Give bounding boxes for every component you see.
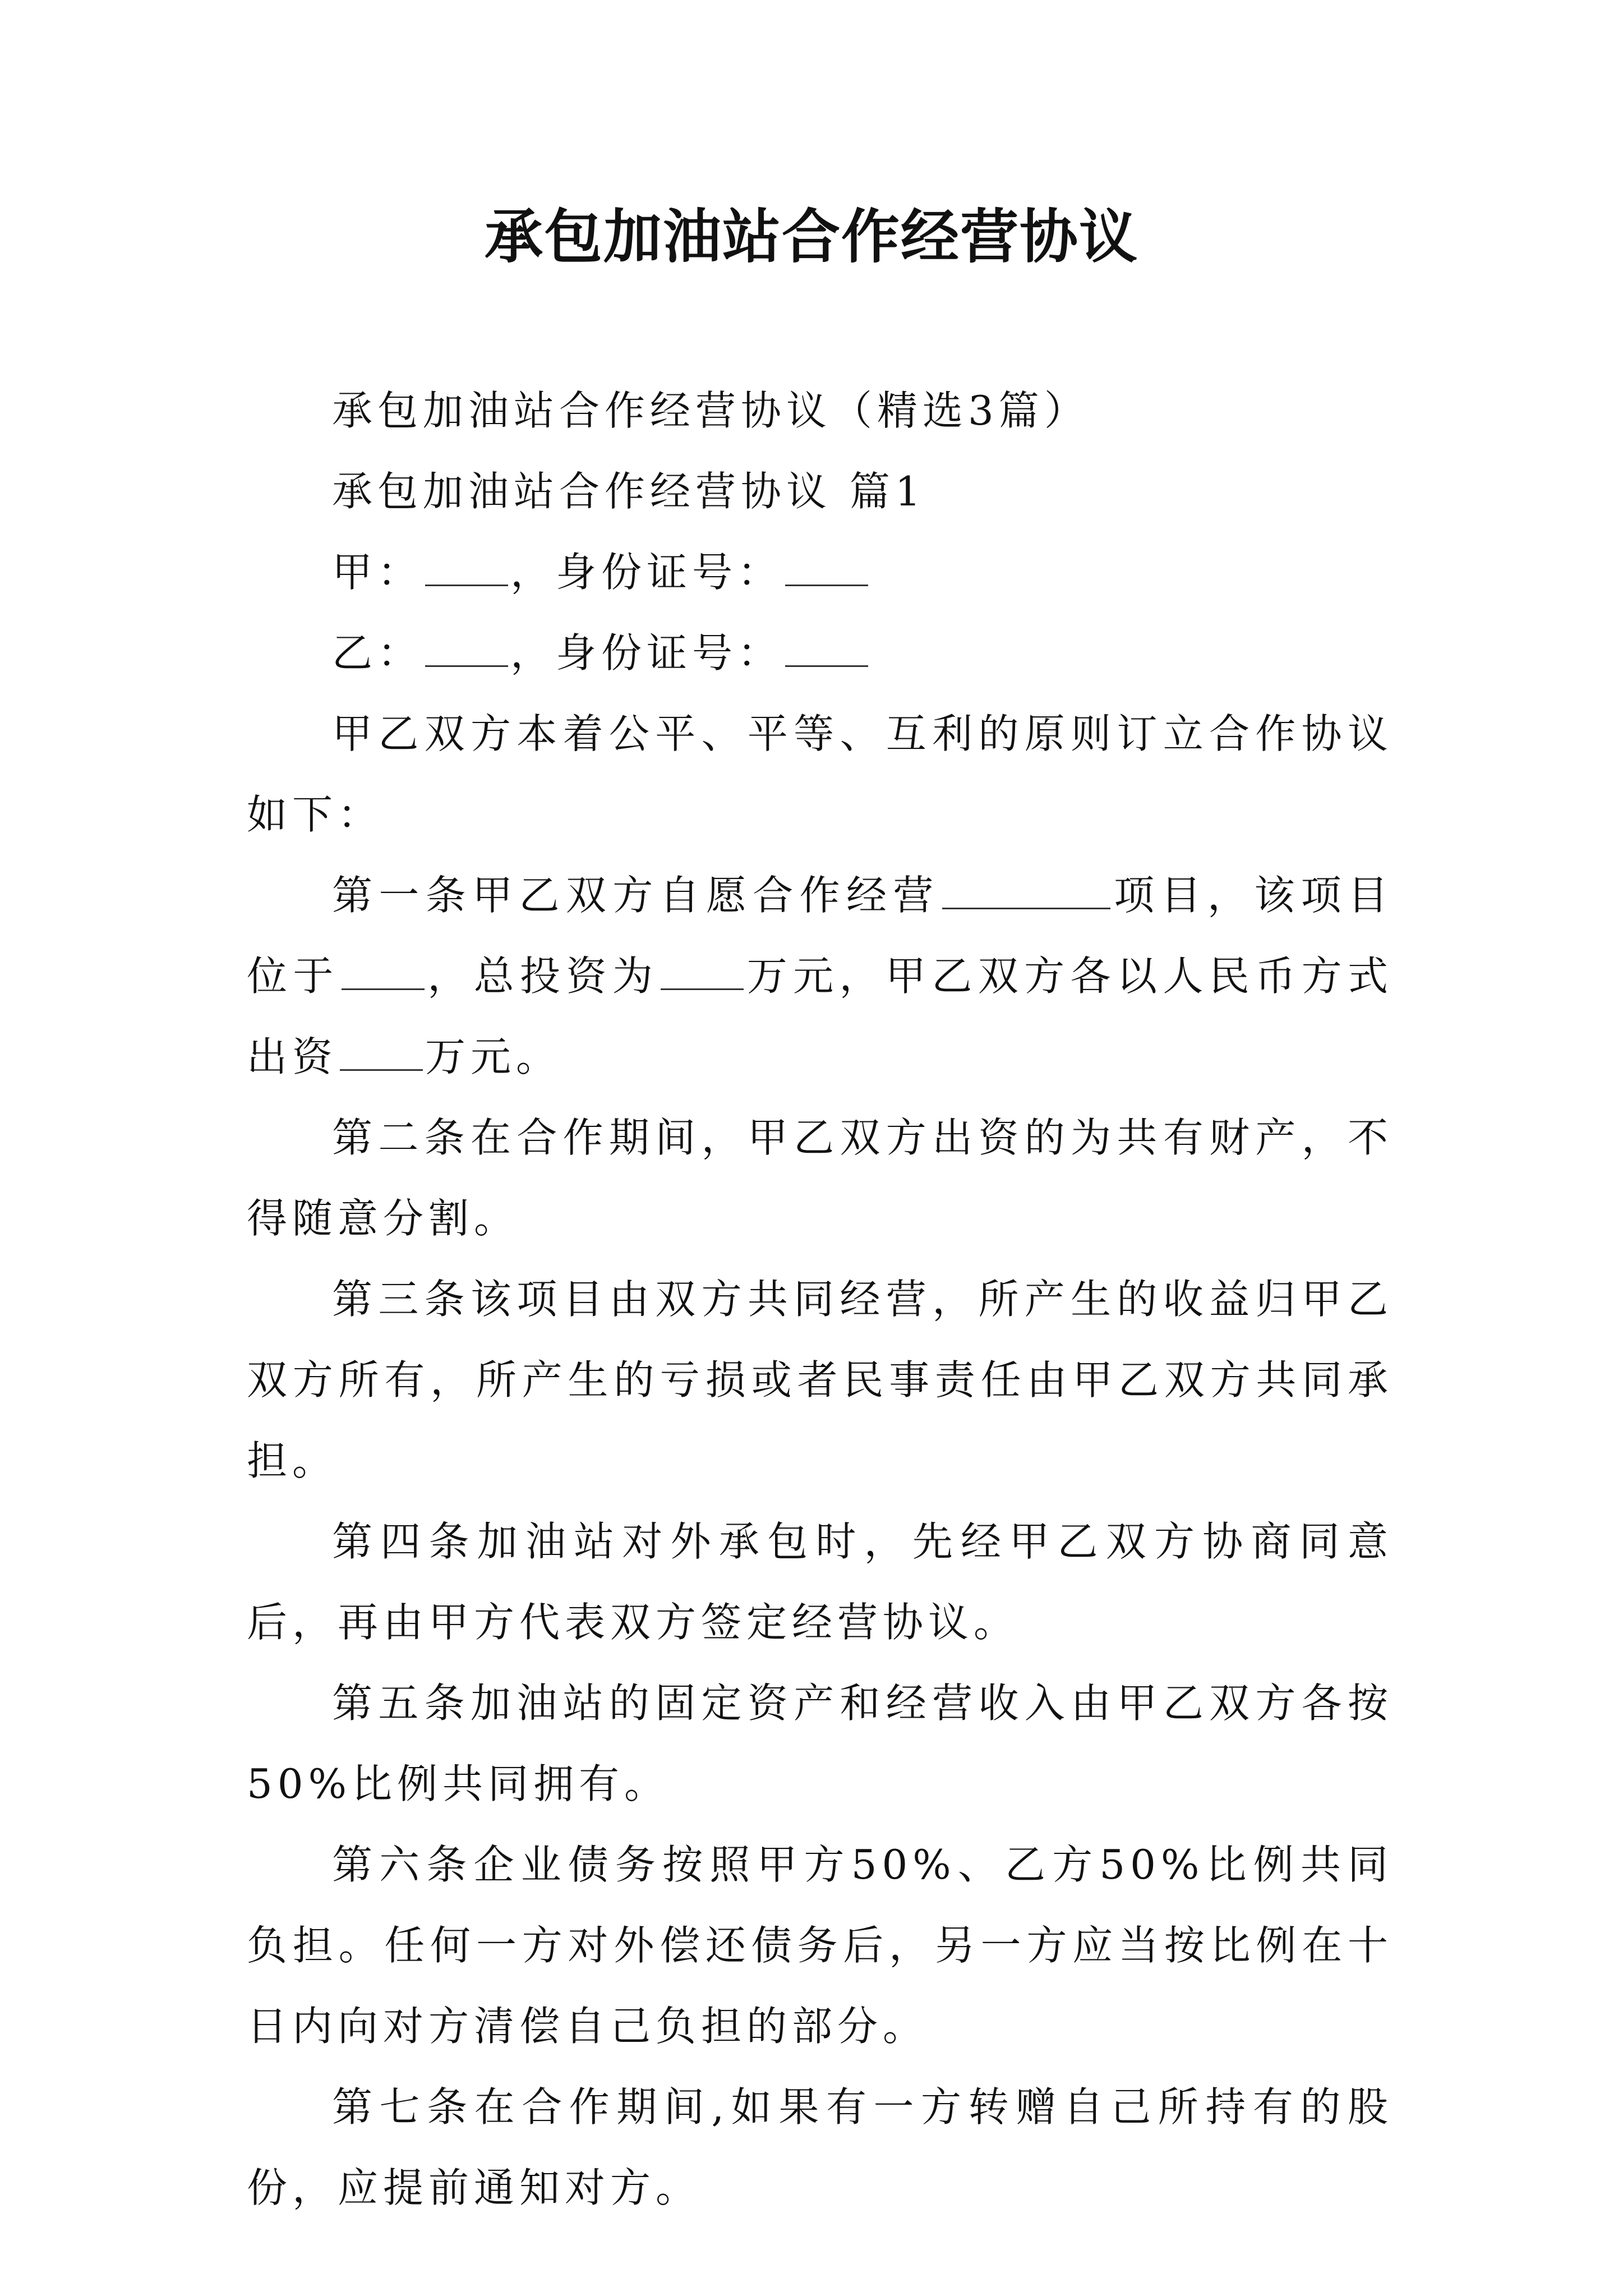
article-1-part-2: 项目，该项目位于: [247, 872, 1393, 1000]
article-7: 第七条在合作期间,如果有一方转赠自己所持有的股份，应提前通知对方。: [247, 2083, 1393, 2211]
article-1-part-3: ，总投资为: [426, 953, 659, 1000]
article-6: 第六条企业债务按照甲方50%、乙方50%比例共同负担。任何一方对外偿还债务后，另一方应当按比例在十日内向对方清偿自己负担的部分。: [247, 1841, 1393, 2050]
party-b-line: [247, 613, 1393, 693]
article-1-part-4: 万元，甲乙双方各以人民币方式出资: [247, 953, 1393, 1080]
section-heading: 承包加油站合作经营协议 篇1: [332, 468, 926, 515]
project-name-blank: [942, 874, 1110, 909]
party-a-line: [247, 532, 1393, 613]
party-b-id-label: ，身份证号：: [510, 629, 783, 677]
party-a-label: 甲：: [332, 549, 423, 596]
contribution-blank: [340, 1036, 423, 1071]
article-2: 第二条在合作期间，甲乙双方出资的为共有财产，不得随意分割。: [247, 1114, 1393, 1242]
party-a-id-label: ，身份证号：: [510, 549, 783, 596]
article-1-part-1: 第一条甲乙双方自愿合作经营: [332, 872, 940, 919]
location-blank: [342, 955, 425, 990]
party-b-name-blank: [425, 632, 508, 667]
total-investment-blank: [661, 955, 744, 990]
party-b-id-blank: [785, 632, 868, 667]
intro-paragraph: 甲乙双方本着公平、平等、互利的原则订立合作协议如下：: [247, 710, 1393, 838]
article-1: [247, 855, 1393, 1097]
document-title: 承包加油站合作经营协议: [484, 202, 1138, 271]
party-b-label: 乙：: [332, 629, 423, 677]
party-a-id-blank: [785, 551, 868, 586]
subtitle: 承包加油站合作经营协议（精选3篇）: [332, 387, 1090, 434]
article-3: 第三条该项目由双方共同经营，所产生的收益归甲乙双方所有，所产生的亏损或者民事责任由甲乙双方共同承担。: [247, 1276, 1393, 1484]
party-a-name-blank: [425, 551, 508, 586]
article-5: 第五条加油站的固定资产和经营收入由甲乙双方各按50%比例共同拥有。: [247, 1680, 1393, 1807]
document-body: [247, 370, 1393, 2228]
article-4: 第四条加油站对外承包时，先经甲乙双方协商同意后，再由甲方代表双方签定经营协议。: [247, 1518, 1393, 1646]
article-1-part-5: 万元。: [425, 1033, 562, 1080]
